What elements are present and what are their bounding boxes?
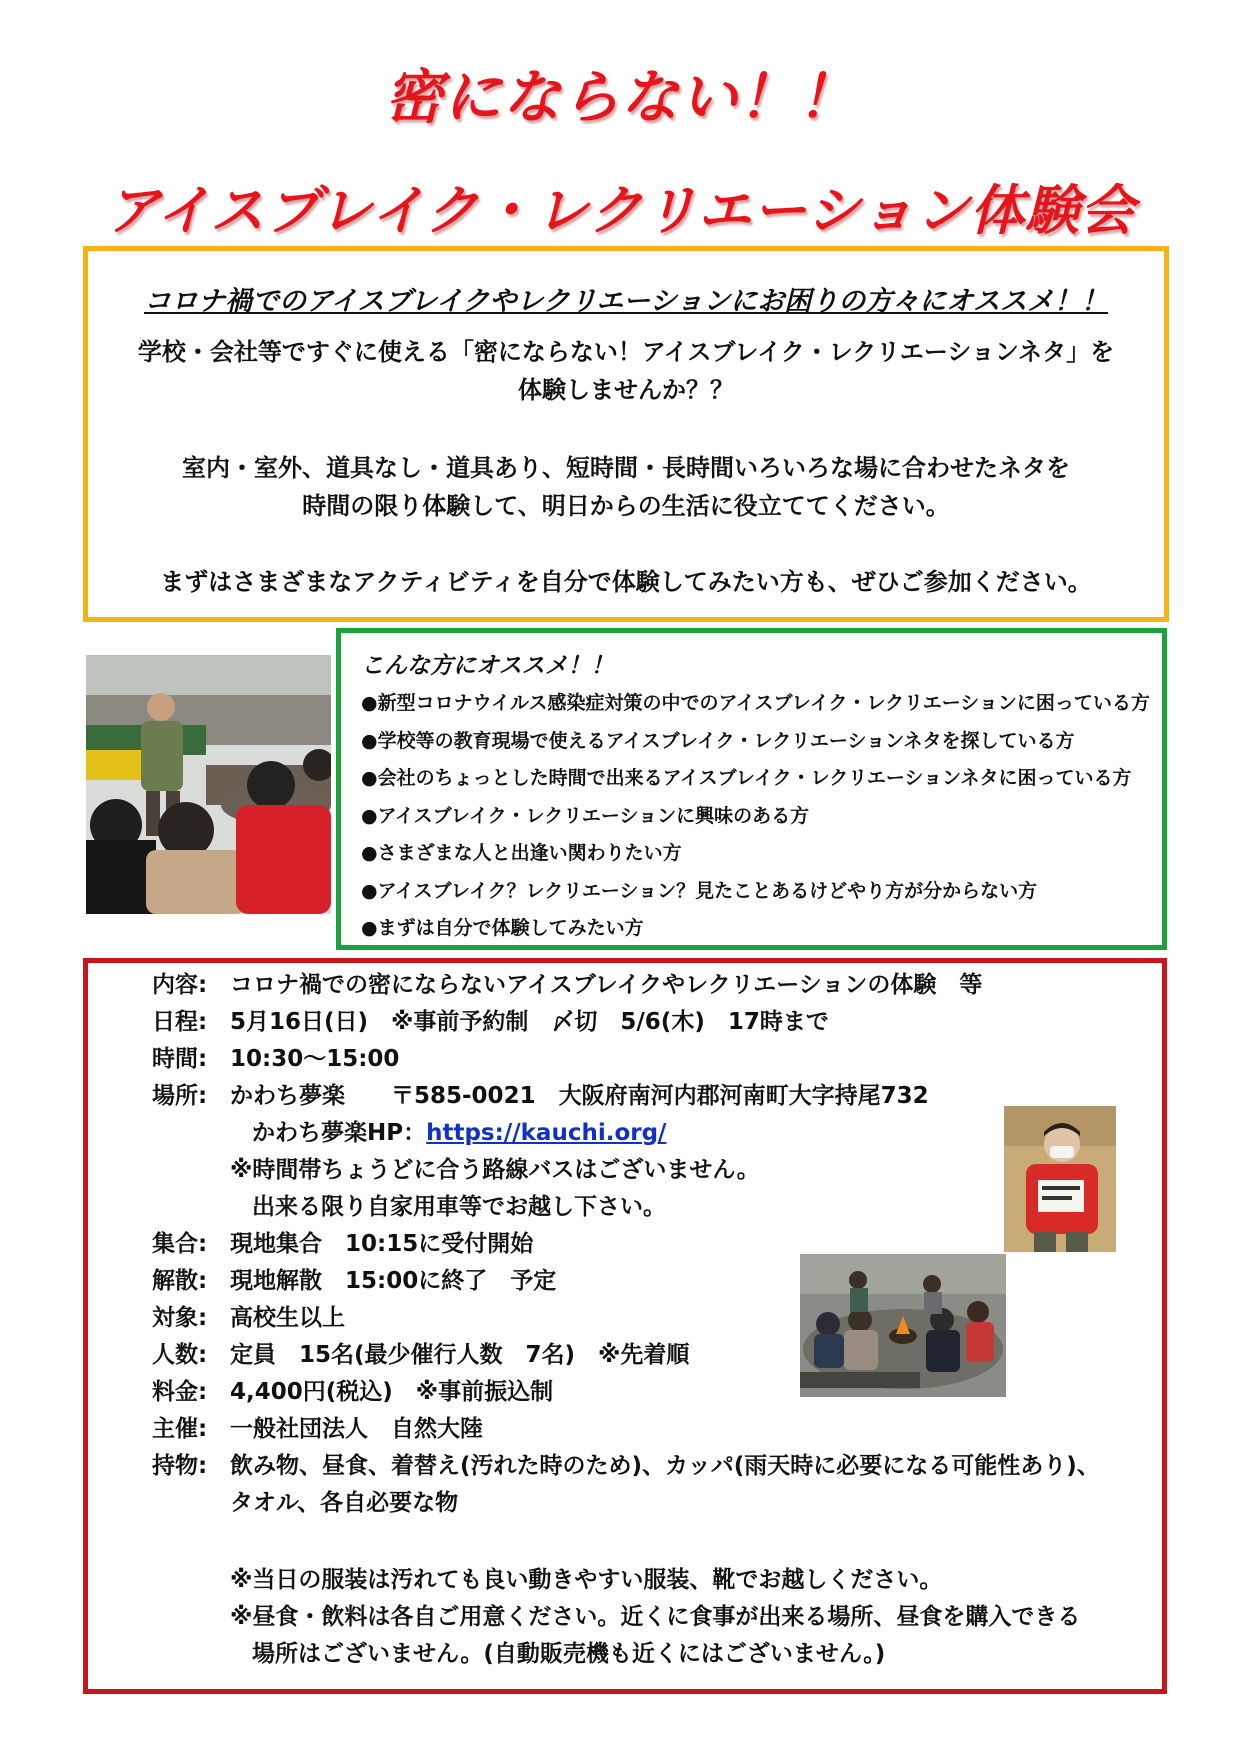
intro-paragraph-3: まずはさまざまなアクティビティを自分で体験してみたい方も、ぜひご参加ください。 — [160, 568, 1092, 596]
detail-dismiss — [152, 1266, 556, 1296]
car-note: 出来る限り自家用車等でお越し下さい。 — [252, 1194, 666, 1220]
detail-label: 人数: — [152, 1342, 208, 1368]
intro-p2-line1: 室内・室外、道具なし・道具あり、短時間・長時間いろいろな場に合わせたネタを — [182, 454, 1070, 482]
detail-value: 飲み物、昼食、着替え(汚れた時のため)、カッパ(雨天時に必要になる可能性あり)、 — [230, 1453, 1100, 1479]
intro-p2-line2: 時間の限り体験して、明日からの生活に役立ててください。 — [302, 492, 950, 520]
detail-meet — [152, 1229, 533, 1259]
detail-label: 内容: — [152, 972, 208, 998]
detail-label: 料金: — [152, 1379, 208, 1405]
recommend-list — [361, 685, 1150, 948]
detail-fee — [152, 1377, 553, 1407]
bring-line-2: タオル、各自必要な物 — [230, 1490, 459, 1516]
recommend-item: ●アイスブレイク・レクリエーションに興味のある方 — [361, 804, 810, 827]
hp-label: かわち夢楽HP： — [252, 1120, 427, 1146]
recommend-item: ●さまざまな人と出逢い関わりたい方 — [361, 842, 682, 864]
note-lunch-line-2: 場所はございません。(自動販売機も近くにはございません。) — [252, 1641, 886, 1667]
intro-p1-line1: 学校・会社等ですぐに使える「密にならない！アイスブレイク・レクリエーションネタ」を — [137, 338, 1115, 366]
detail-label: 時間: — [152, 1046, 208, 1072]
detail-label: 対象: — [152, 1305, 208, 1331]
recommend-item: ●新型コロナウイルス感染症対策の中でのアイスブレイク・レクリエーションに困っている方 — [361, 692, 1150, 714]
group-activity-photo — [86, 655, 331, 914]
detail-value: 一般社団法人 自然大陸 — [230, 1416, 483, 1442]
campfire-photo — [800, 1254, 1006, 1397]
title-line-1: 密にならない！！ — [384, 63, 857, 131]
detail-value: 現地解散 15:00に終了 予定 — [230, 1268, 557, 1294]
detail-label: 解散: — [152, 1268, 208, 1294]
detail-hp — [252, 1118, 666, 1148]
detail-place — [152, 1081, 929, 1111]
detail-label: 主催: — [152, 1416, 208, 1442]
intro-box — [83, 246, 1169, 622]
detail-value: コロナ禍での密にならないアイスブレイクやレクリエーションの体験 等 — [230, 972, 983, 998]
note-clothing: ※当日の服装は汚れても良い動きやすい服装、靴でお越しください。 — [230, 1567, 943, 1593]
detail-value: 5月16日(日) ※事前予約制 〆切 5/6(木) 17時まで — [230, 1009, 829, 1035]
recommend-item: ●アイスブレイク？レクリエーション？見たことあるけどやり方が分からない方 — [361, 879, 1038, 902]
detail-value: 高校生以上 — [230, 1305, 345, 1331]
intro-paragraph-2 — [88, 449, 1164, 525]
detail-value: かわち夢楽 〒585-0021 大阪府南河内郡河南町大字持尾732 — [230, 1083, 929, 1109]
bus-note: ※時間帯ちょうどに合う路線バスはございません。 — [230, 1157, 760, 1183]
detail-target — [152, 1303, 345, 1333]
detail-value: 10:30〜15:00 — [230, 1046, 400, 1072]
detail-time — [152, 1044, 399, 1074]
detail-content — [152, 970, 982, 1000]
detail-date — [152, 1007, 829, 1037]
note-lunch-line-1: ※昼食・飲料は各自ご用意ください。近くに食事が出来る場所、昼食を購入できる — [230, 1604, 1081, 1630]
detail-label: 持物: — [152, 1453, 208, 1479]
detail-value: 定員 15名(最少催行人数 7名) ※先着順 — [230, 1342, 690, 1368]
detail-label: 集合: — [152, 1231, 208, 1257]
hp-link[interactable]: https://kauchi.org/ — [426, 1120, 667, 1146]
detail-value: 現地集合 10:15に受付開始 — [230, 1231, 534, 1257]
recommend-box — [336, 628, 1167, 950]
intro-paragraph-1 — [88, 333, 1164, 409]
recommend-item: ●まずは自分で体験してみたい方 — [361, 917, 644, 939]
detail-bring — [152, 1451, 1100, 1481]
detail-label: 場所: — [152, 1083, 208, 1109]
intro-heading: コロナ禍でのアイスブレイクやレクリエーションにお困りの方々にオススメ！！ — [144, 286, 1108, 317]
recommend-item: ●会社のちょっとした時間で出来るアイスブレイク・レクリエーションネタに困っている方 — [361, 767, 1132, 789]
masked-person-photo — [1004, 1106, 1116, 1252]
recommend-item: ●学校等の教育現場で使えるアイスブレイク・レクリエーションネタを探している方 — [361, 729, 1075, 752]
recommend-heading: こんな方にオススメ！！ — [361, 653, 614, 679]
title-line-2: アイスブレイク・レクリエーション体験会 — [105, 179, 1136, 242]
detail-host — [152, 1414, 483, 1444]
detail-label: 日程: — [152, 1009, 208, 1035]
intro-p1-line2: 体験しませんか？？ — [518, 376, 734, 404]
detail-capacity — [152, 1340, 689, 1370]
detail-value: 4,400円(税込) ※事前振込制 — [230, 1379, 554, 1405]
